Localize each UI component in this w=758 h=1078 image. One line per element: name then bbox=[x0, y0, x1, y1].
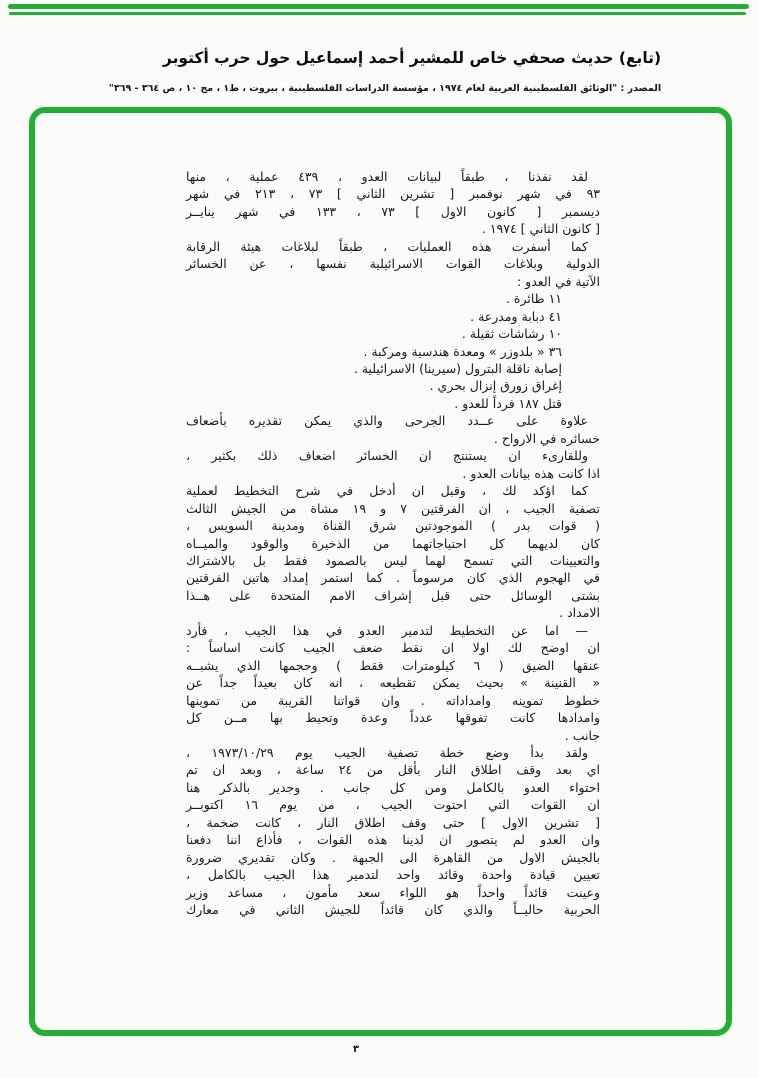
text-line: إصابة ناقلة البترول (سيرينا) الاسرائيلية . bbox=[353, 360, 562, 376]
text-line: « القنينة » بحيث يمكن تقطيعه ، انه كان بعيداً جداً عن bbox=[186, 675, 600, 691]
text-line: ديسمبر [ كانون الاول ] ٧٣ ، ١٣٣ في شهر ينايــر bbox=[186, 203, 601, 219]
text-line: ١٠ رشاشات ثقيلة . bbox=[461, 326, 562, 342]
text-line: والتعيينات التي تسمح لهما ليس بالصمود فقط بل بالاشتراك bbox=[186, 552, 600, 568]
top-border-line-2 bbox=[9, 12, 746, 15]
text-line: — اما عن التخطيط لتدمير العدو في هذا الجيب ، فأرد bbox=[186, 622, 588, 638]
text-line: في الهجوم الذي كان مرسوماً . كما استمر إمداد هاتين الفرقتين bbox=[186, 570, 600, 586]
text-line: بشتى الوسائل حتى قبل إشراف الامم المتحدة على هــذا bbox=[186, 587, 600, 603]
text-line: كما اؤكد لك ، وقبل ان أدخل في شرح التخطيط لعملية bbox=[186, 483, 588, 499]
text-line: خطوط تموينه وامداداته . وان قواتنا القريبة من تموينها bbox=[186, 692, 600, 708]
text-line: [ كانون الثاني ] ١٩٧٤ . bbox=[481, 221, 600, 237]
text-line: وان العدو لم يتصور ان لدينا هذه القوات ، فأذاع اننا دفعنا bbox=[186, 832, 600, 848]
text-line: جانب . bbox=[564, 727, 600, 743]
text-line: وللقارىء ان يستنتج ان الخسائر اضعاف ذلك بكثير ، bbox=[186, 448, 588, 464]
text-line: لقد نفذنا ، طبقاً لبيانات العدو ، ٤٣٩ عملية ، منها bbox=[186, 169, 588, 184]
text-line: تعيين قيادة واحدة وقائد واحد لتدمير هذا الجيب بالكامل ، bbox=[186, 867, 600, 883]
text-line: بالجيش الاول من القاهرة الى الجبهة . وكان تقديري ضرورة bbox=[186, 849, 600, 865]
text-line: كان لديهما كل احتياجاتهما من الذخيرة والوقود والميــاه bbox=[186, 535, 600, 551]
document-body bbox=[186, 168, 600, 918]
text-line: ان اوضح لك اولا ان نقط ضعف الجيب كانت اساساً : bbox=[186, 640, 600, 656]
text-line: الامداد . bbox=[559, 605, 600, 621]
text-line: وعينت قائداً واحداً هو اللواء سعد مأمون ، مساعد وزير bbox=[186, 884, 600, 900]
text-line: اذا كانت هذه بيانات العدو . bbox=[462, 465, 600, 481]
page-number: ٣ bbox=[352, 1044, 360, 1055]
text-line: علاوة على عــدد الجرحى والذي يمكن تقديره بأضعاف bbox=[186, 413, 588, 429]
text-line: [ تشرين الاول ] حتى وقف اطلاق النار ، كانت ضخمة ، bbox=[186, 814, 600, 830]
page-title: (تابع) حديث صحفي خاص للمشير أحمد إسماعيل حول حرب أكتوبر bbox=[162, 49, 662, 67]
text-line: ان القوات التي احتوت الجيب ، من يوم ١٦ اكتوبــر bbox=[186, 797, 600, 813]
text-line: تصفية الجيب ، ان الفرقتين ٧ و ١٩ مشاة من الجيش الثالث bbox=[186, 500, 600, 516]
text-line: وامدادها كانت تفوقها عدداً وعدة وتحيط بها مــن كل bbox=[186, 710, 600, 726]
text-line: ( قوات بدر ) الموجودتين شرق القناة ومدينة السويس ، bbox=[186, 518, 600, 534]
text-line: ١١ طائرة . bbox=[505, 291, 562, 307]
text-line: خسائره في الارواح . bbox=[493, 430, 600, 446]
text-line: الآتية في العدو : bbox=[517, 273, 600, 289]
text-line: ٤١ دبابة ومدرعة . bbox=[470, 308, 562, 324]
text-line: الدولية وبلاغات القوات الاسرائيلية نفسها ، عن الخسائر bbox=[186, 256, 600, 272]
source-citation: المصدر : "الوثائق الفلسطينية العربية لعام ١٩٧٤ ، مؤسسة الدراسات الفلسطينية ، بيروت ، ط١ ، مج ١٠ ، ص ٣٦٤ - ٣٦٩" bbox=[108, 83, 662, 94]
text-line: ٣٦ « بلدوزر » ومعدة هندسية ومركبة . bbox=[363, 343, 562, 359]
text-line: ٩٣ في شهر نوفمبر [ تشرين الثاني ] ٧٣ ، ٢١٣ في شهر bbox=[186, 186, 600, 202]
text-line: كما أسفرت هذه العمليات ، طبقاً لبلاغات هيئة الرقابة bbox=[186, 238, 588, 254]
text-line: احتواء العدو بالكامل ومن كل جانب . وجدير بالذكر هنا bbox=[186, 779, 600, 795]
text-line: الحربية حاليــاً والذي كان قائداً للجيش الثاني في معارك bbox=[186, 902, 600, 918]
text-line: اي بعد وقف اطلاق النار بأقل من ٢٤ ساعة ، وبعد ان تم bbox=[186, 762, 600, 778]
top-border-line-1 bbox=[8, 4, 749, 9]
text-line: ولقد بدأ وضع خطة تصفية الجيب يوم ١٩٧٣/١٠/٢٩ ، bbox=[186, 744, 588, 760]
text-line: قتل ١٨٧ فرداً للعدو . bbox=[454, 395, 562, 411]
text-line: إغراق زورق إنزال بحري . bbox=[429, 378, 562, 394]
text-line: عنقها الضيق ( ٦ كيلومترات فقط ) وحجمها الذي يشبــه bbox=[186, 657, 600, 673]
